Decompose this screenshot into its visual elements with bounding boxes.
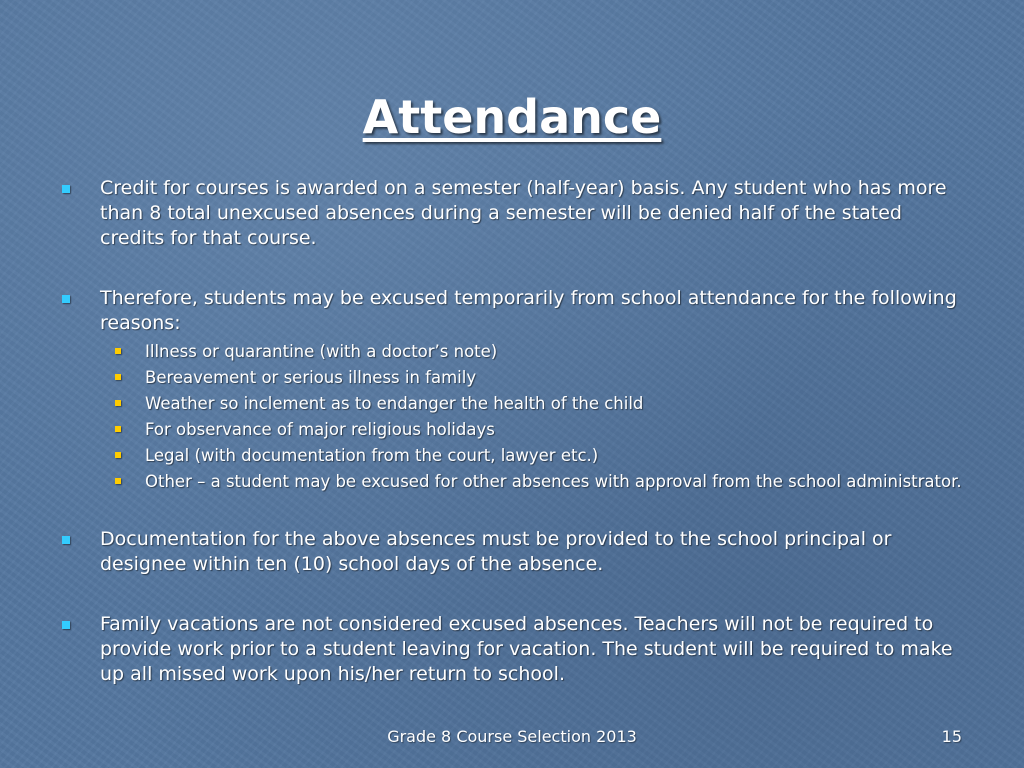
sub-bullet-item [58,445,968,466]
square-sub-bullet-icon [115,400,121,406]
square-sub-bullet-icon [115,374,121,380]
slide-content [58,176,968,687]
slide-footer: Grade 8 Course Selection 2013 [387,727,637,746]
bullet-text: Family vacations are not considered excused absences. Teachers will not be required to provide work prior to a student leaving for vacation. The student will be required to make up all missed work upon his/her return to school. [100,613,953,685]
square-bullet-icon [62,621,70,629]
square-sub-bullet-icon [115,348,121,354]
page-number: 15 [941,727,962,746]
square-bullet-icon [62,536,70,544]
bullet-item [58,176,968,251]
sub-bullet-item [58,419,968,440]
sub-bullet-text: Other – a student may be excused for other absences with approval from the school administrator. [145,472,962,491]
square-bullet-icon [62,185,70,193]
sub-bullet-item [58,393,968,414]
square-bullet-icon [62,295,70,303]
bullet-item [58,527,968,577]
sub-bullet-text: Legal (with documentation from the court, lawyer etc.) [145,446,599,465]
square-sub-bullet-icon [115,478,121,484]
sub-bullet-item [58,471,968,492]
bullet-text: Credit for courses is awarded on a semester (half-year) basis. Any student who has more than 8 total unexcused absences during a semester will be denied half of the stated credits for that course. [100,177,947,249]
bullet-text: Documentation for the above absences must be provided to the school principal or designee within ten (10) school days of the absence. [100,528,892,575]
slide-title: Attendance [362,90,662,144]
square-sub-bullet-icon [115,426,121,432]
sub-bullet-text: Weather so inclement as to endanger the health of the child [145,394,644,413]
sub-bullet-item [58,341,968,362]
square-sub-bullet-icon [115,452,121,458]
sub-bullet-item [58,367,968,388]
sub-bullet-text: Illness or quarantine (with a doctor’s note) [145,342,498,361]
sub-bullet-text: For observance of major religious holidays [145,420,495,439]
bullet-item [58,612,968,687]
bullet-item [58,286,968,336]
bullet-text: Therefore, students may be excused temporarily from school attendance for the following reasons: [100,287,957,334]
sub-bullet-text: Bereavement or serious illness in family [145,368,477,387]
